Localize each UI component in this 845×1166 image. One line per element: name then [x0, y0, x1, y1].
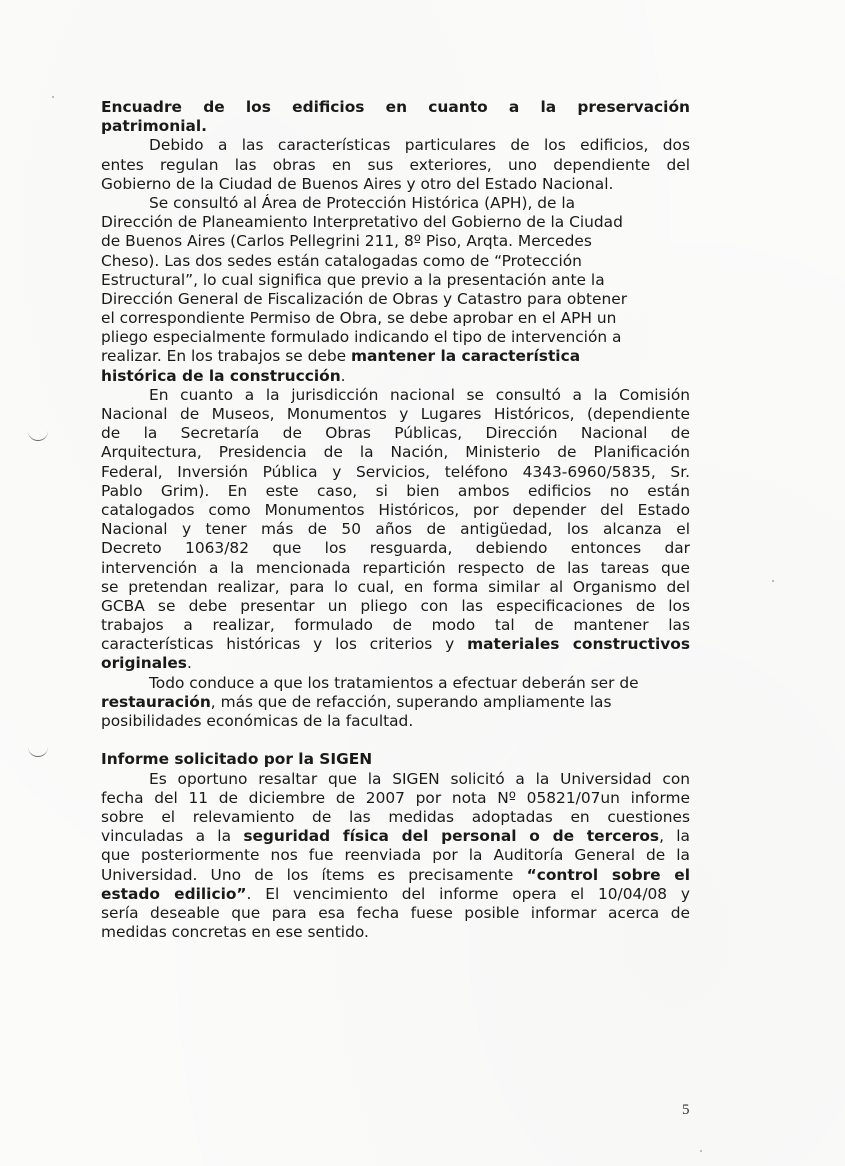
scan-speck — [52, 96, 54, 98]
paragraph-line — [101, 885, 690, 904]
paragraph-line: catalogados como Monumentos Históricos, por depender del Estado — [101, 500, 690, 519]
paragraph-line: sobre el relevamiento de las medidas adoptadas en cuestiones — [101, 807, 690, 826]
paragraph-line: pliego especialmente formulado indicando el tipo de intervención a — [101, 328, 622, 347]
paragraph-line: medidas concretas en ese sentido. — [101, 923, 369, 942]
paragraph-line: sería deseable que para esa fecha fuese posible informar acerca de — [101, 903, 690, 922]
plain-text: . El vencimiento del informe opera el 10/04/08 y — [246, 884, 690, 903]
paragraph-line: Decreto 1063/82 que los resguarda, debiendo entonces dar — [101, 539, 690, 558]
emphasis-text: seguridad física del personal o de terceros — [243, 827, 660, 846]
paragraph-line: Debido a las características particulares de los edificios, dos — [149, 136, 690, 155]
paragraph-line: posibilidades económicas de la facultad. — [101, 712, 414, 730]
punch-hole-mark — [28, 428, 48, 441]
section-heading: Encuadre de los edificios en cuanto a la preservación — [101, 98, 690, 116]
plain-text: . — [340, 366, 346, 385]
scan-speck — [700, 1150, 702, 1152]
paragraph-line: Se consultó al Área de Protección Histórica (APH), de la — [149, 193, 576, 212]
punch-hole-mark — [28, 744, 48, 757]
emphasis-text: materiales constructivos — [467, 635, 690, 654]
paragraph-line: entes regulan las obras en sus exteriores, uno dependiente del — [101, 155, 690, 174]
paragraph-line: Arquitectura, Presidencia de la Nación, Ministerio de Planificación — [101, 443, 690, 462]
section-spacer — [101, 731, 690, 750]
paragraph-line: En cuanto a la jurisdicción nacional se consultó a la Comisión — [149, 385, 690, 404]
paragraph-line: el correspondiente Permiso de Obra, se debe aprobar en el APH un — [101, 309, 617, 328]
plain-text: características históricas y los criterios y — [101, 635, 468, 654]
paragraph-line: Cheso). Las dos sedes están catalogadas como de “Protección — [101, 251, 582, 270]
paragraph-line: Pablo Grim). En este caso, si bien ambos edificios no están — [101, 481, 690, 500]
paragraph-line — [101, 367, 690, 386]
paragraph-line — [101, 347, 690, 366]
page-number: 5 — [682, 1102, 690, 1118]
document-body — [101, 98, 690, 942]
paragraph-line: de Buenos Aires (Carlos Pellegrini 211, 8º Piso, Arqta. Mercedes — [101, 232, 592, 251]
paragraph-line — [101, 827, 690, 846]
paragraph-line: Dirección de Planeamiento Interpretativo del Gobierno de la Ciudad — [101, 213, 623, 232]
paragraph-line: se pretendan realizar, para lo cual, en forma similar al Organismo del — [101, 577, 690, 596]
paragraph-line: Es oportuno resaltar que la SIGEN solicitó a la Universidad con — [149, 769, 690, 788]
paragraph-line: que posteriormente nos fue reenviada por la Auditoría General de la — [101, 846, 690, 865]
paragraph-line: Estructural”, lo cual significa que previo a la presentación ante la — [101, 270, 605, 289]
paragraph-line: Nacional y tener más de 50 años de antigüedad, los alcanza el — [101, 520, 690, 539]
plain-text: , más que de refacción, superando ampliamente las — [210, 692, 612, 711]
paragraph-line — [101, 654, 690, 673]
emphasis-text: estado edilicio” — [101, 884, 247, 903]
paragraph-line: Dirección General de Fiscalización de Obras y Catastro para obtener — [101, 289, 628, 308]
section-heading: Informe solicitado por la SIGEN — [101, 750, 373, 769]
plain-text: Universidad. Uno de los ítems es precisamente — [101, 865, 527, 884]
plain-text: vinculadas a la — [101, 827, 244, 846]
paragraph-line: de la Secretaría de Obras Públicas, Dirección Nacional de — [101, 424, 690, 443]
paragraph-line: trabajos a realizar, formulado de modo tal de mantener las — [101, 616, 690, 635]
paragraph-line — [101, 635, 690, 654]
paragraph-line: Nacional de Museos, Monumentos y Lugares Históricos, (dependiente — [101, 405, 690, 423]
emphasis-text: histórica de la construcción — [101, 366, 341, 385]
plain-text: . — [186, 654, 192, 673]
emphasis-text: restauración — [101, 692, 211, 711]
paragraph-line — [101, 866, 690, 885]
emphasis-text: originales — [101, 654, 187, 673]
paragraph-line: Gobierno de la Ciudad de Buenos Aires y otro del Estado Nacional. — [101, 174, 614, 193]
paragraph-line: Federal, Inversión Pública y Servicios, teléfono 4343-6960/5835, Sr. — [101, 462, 690, 481]
paragraph-line: GCBA se debe presentar un pliego con las especificaciones de los — [101, 596, 690, 615]
scan-speck — [772, 580, 774, 582]
section-heading-continuation: patrimonial. — [101, 117, 207, 136]
emphasis-text: “control sobre el — [526, 865, 690, 884]
paragraph-line: fecha del 11 de diciembre de 2007 por nota Nº 05821/07un informe — [101, 788, 690, 807]
paragraph-line — [101, 693, 690, 712]
paragraph-line: intervención a la mencionada repartición respecto de las tareas que — [101, 558, 690, 577]
paragraph-line: Todo conduce a que los tratamientos a efectuar deberán ser de — [149, 673, 639, 692]
emphasis-text: mantener la característica — [350, 347, 581, 366]
plain-text: , la — [659, 827, 690, 846]
plain-text: realizar. En los trabajos se debe — [101, 347, 351, 366]
